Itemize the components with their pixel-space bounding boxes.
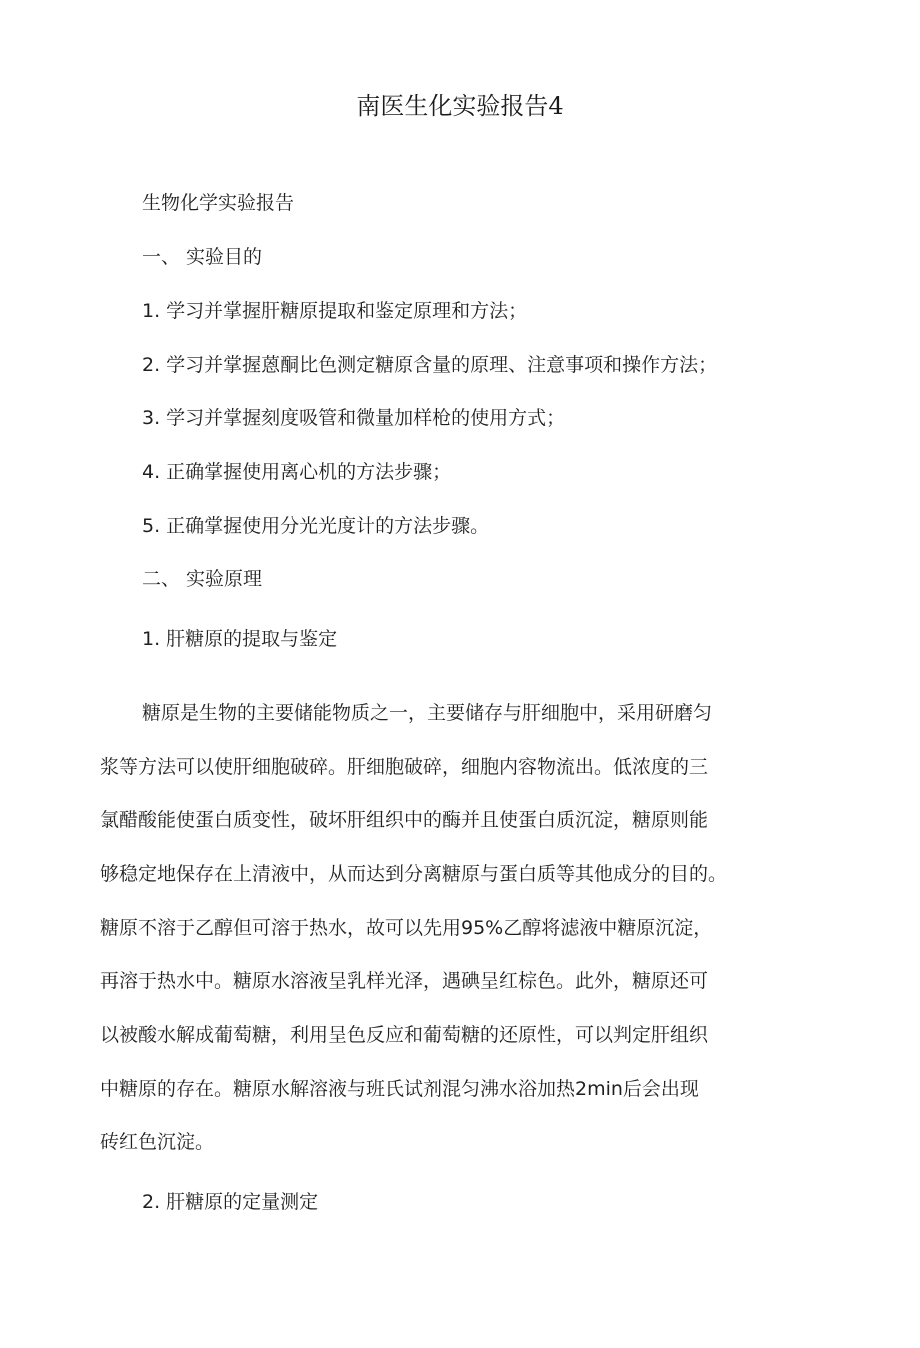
section-heading-principle: 二、 实验原理: [142, 568, 263, 590]
section-heading-objectives: 一、 实验目的: [142, 246, 263, 268]
paragraph-line: 够稳定地保存在上清液中，从而达到分离糖原与蛋白质等其他成分的目的。: [100, 863, 728, 885]
paragraph-line: 浆等方法可以使肝细胞破碎。肝细胞破碎，细胞内容物流出。低浓度的三: [100, 756, 709, 778]
principle-subheading-2: 2. 肝糖原的定量测定: [142, 1191, 319, 1213]
paragraph-line: 氯醋酸能使蛋白质变性，破坏肝组织中的酶并且使蛋白质沉淀，糖原则能: [100, 809, 709, 831]
objective-item-1: 1. 学习并掌握肝糖原提取和鉴定原理和方法；: [142, 300, 528, 322]
objective-item-5: 5. 正确掌握使用分光光度计的方法步骤。: [142, 515, 490, 537]
objective-item-2: 2. 学习并掌握蒽酮比色测定糖原含量的原理、注意事项和操作方法；: [142, 354, 718, 376]
principle-subheading-1: 1. 肝糖原的提取与鉴定: [142, 628, 338, 650]
report-subtitle: 生物化学实验报告: [142, 192, 295, 214]
objective-item-3: 3. 学习并掌握刻度吸管和微量加样枪的使用方式；: [142, 407, 566, 429]
paragraph-line: 糖原不溶于乙醇但可溶于热水，故可以先用95%乙醇将滤液中糖原沉淀，: [100, 917, 713, 939]
paragraph-line: 糖原是生物的主要储能物质之一，主要储存与肝细胞中，采用研磨匀: [142, 702, 713, 724]
paragraph-line: 再溶于热水中。糖原水溶液呈乳样光泽，遇碘呈红棕色。此外，糖原还可: [100, 970, 709, 992]
objective-item-4: 4. 正确掌握使用离心机的方法步骤；: [142, 461, 452, 483]
paragraph-line: 砖红色沉淀。: [100, 1131, 215, 1153]
document-title: 南医生化实验报告4: [356, 92, 564, 120]
paragraph-line: 中糖原的存在。糖原水解溶液与班氏试剂混匀沸水浴加热2min后会出现: [100, 1078, 699, 1100]
paragraph-line: 以被酸水解成葡萄糖，利用呈色反应和葡萄糖的还原性，可以判定肝组织: [100, 1024, 709, 1046]
